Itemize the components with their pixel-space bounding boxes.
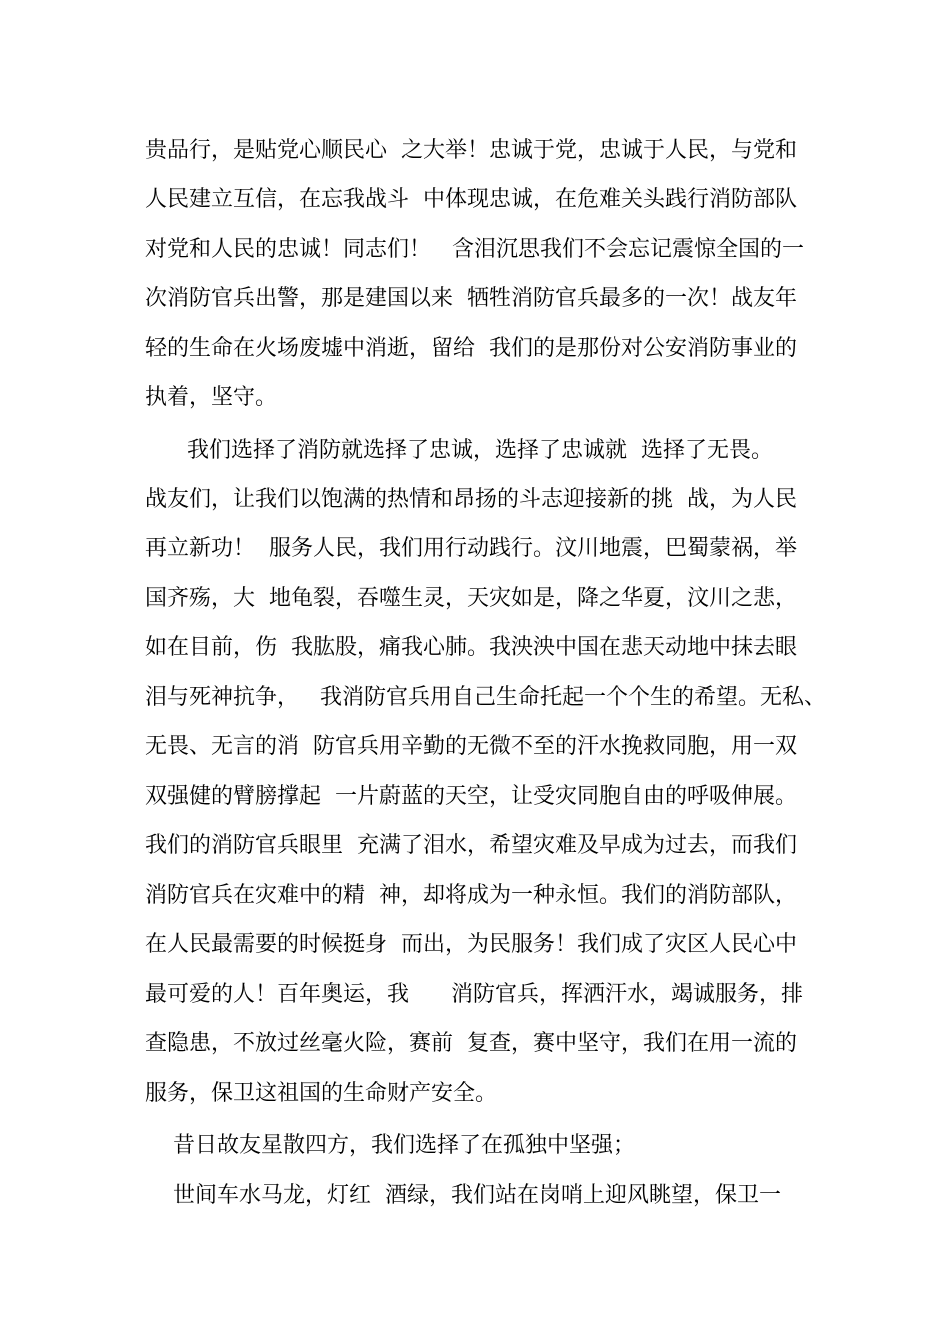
text-line: 再立新功！ 服务人民，我们用行动践行。汶川地震，巴蜀蒙祸，举 bbox=[145, 536, 797, 561]
text-line: 贵品行，是贴党心顺民心 之大举！忠诚于党，忠诚于人民，与党和 bbox=[145, 138, 797, 163]
text-line: 无畏、无言的消 防官兵用辛勤的无微不至的汗水挽救同胞，用一双 bbox=[145, 734, 797, 759]
text-line: 最可爱的人！百年奥运，我 消防官兵，挥洒汗水，竭诚服务，排 bbox=[145, 982, 803, 1007]
text-line: 昔日故友星散四方，我们选择了在孤独中坚强； bbox=[145, 1133, 635, 1158]
text-line: 执着，坚守。 bbox=[145, 385, 278, 410]
text-line: 对党和人民的忠诚！同志们！ 含泪沉思我们不会忘记震惊全国的一 bbox=[145, 237, 804, 262]
text-line: 我们的消防官兵眼里 充满了泪水，希望灾难及早成为过去，而我们 bbox=[145, 833, 797, 858]
text-line: 消防官兵在灾难中的精 神，却将成为一种永恒。我们的消防部队， bbox=[145, 883, 797, 908]
text-line: 轻的生命在火场废墟中消逝，留给 我们的是那份对公安消防事业的 bbox=[145, 336, 797, 361]
text-line: 国齐殇，大 地龟裂，吞噬生灵，天灾如是，降之华夏，汶川之悲， bbox=[145, 586, 797, 611]
text-line: 战友们，让我们以饱满的热情和昂扬的斗志迎接新的挑 战，为人民 bbox=[145, 487, 797, 512]
text-line: 次消防官兵出警，那是建国以来 牺牲消防官兵最多的一次！战友年 bbox=[145, 286, 797, 311]
text-line: 泪与死神抗争， 我消防官兵用自己生命托起一个个生的希望。无私、 bbox=[145, 685, 826, 710]
text-line: 我们选择了消防就选择了忠诚，选择了忠诚就 选择了无畏。 bbox=[145, 438, 773, 463]
text-line: 服务，保卫这祖国的生命财产安全。 bbox=[145, 1081, 498, 1106]
text-line: 人民建立互信，在忘我战斗 中体现忠诚，在危难关头践行消防部队 bbox=[145, 187, 797, 212]
text-line: 在人民最需要的时候挺身 而出，为民服务！我们成了灾区人民心中 bbox=[145, 932, 797, 957]
text-line: 双强健的臂膀撑起 一片蔚蓝的天空，让受灾同胞自由的呼吸伸展。 bbox=[145, 784, 797, 809]
text-line: 查隐患，不放过丝毫火险，赛前 复查，赛中坚守，我们在用一流的 bbox=[145, 1031, 797, 1056]
text-line: 如在目前，伤 我肱股，痛我心肺。我泱泱中国在悲天动地中抹去眼 bbox=[145, 635, 797, 660]
text-line: 世间车水马龙，灯红 酒绿，我们站在岗哨上迎风眺望，保卫一 bbox=[145, 1183, 781, 1208]
